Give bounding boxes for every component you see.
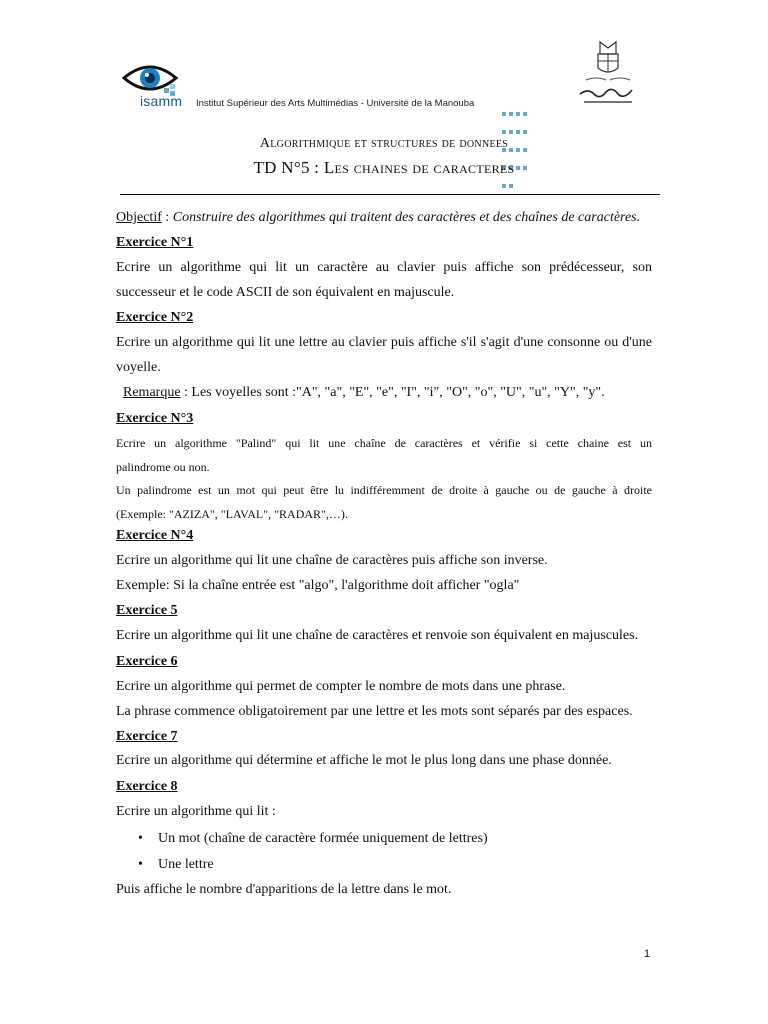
bullet-icon: • (138, 831, 143, 846)
page-number: 1 (644, 948, 651, 960)
exercise-6-title: Exercice 6 (116, 654, 178, 669)
objectif-text: Construire des algorithmes qui traitent des caractères et des chaînes de caractères. (172, 210, 641, 225)
exercise-1-title: Exercice N°1 (116, 235, 194, 250)
exercise-7-title: Exercice 7 (116, 729, 178, 744)
remarque-label: Remarque (123, 385, 181, 400)
exercise-2-title: Exercice N°2 (116, 310, 194, 325)
exercise-3-title: Exercice N°3 (116, 411, 194, 426)
title-divider (120, 194, 660, 195)
exercise-4-line-2: Exemple: Si la chaîne entrée est "algo", l'algorithme doit afficher "ogla" (116, 578, 520, 593)
exercise-6-line-1: Ecrire un algorithme qui permet de compter le nombre de mots dans une phrase. (116, 679, 566, 694)
remarque-text: : Les voyelles sont :"A", "a", "E", "e", "I", "i", "O", "o", "U", "u", "Y", "y". (180, 385, 605, 400)
exercise-1-line-2: successeur et le code ASCII de son équivalent en majuscule. (116, 285, 455, 300)
exercise-1-line-1: Ecrire un algorithme qui lit un caractère au clavier puis affiche son prédécesseur, son (116, 260, 652, 275)
bullet-icon: • (138, 857, 143, 872)
document-title: Algorithmique et structures de donnees (259, 136, 509, 151)
exercise-6-line-2: La phrase commence obligatoirement par une lettre et les mots sont séparés par des espaces. (116, 704, 633, 719)
exercise-3-line-1: Ecrire un algorithme "Palind" qui lit une chaîne de caractères et vérifie si cette chaine est un (116, 436, 652, 450)
exercise-2-line-1: Ecrire un algorithme qui lit une lettre au clavier puis affiche s'il s'agit d'une consonne ou d'une (116, 335, 652, 350)
ministry-emblem-icon (572, 38, 644, 110)
objectif-label: Objectif (116, 210, 162, 225)
exercise-4-title: Exercice N°4 (116, 528, 194, 543)
institute-name: Institut Supérieur des Arts Multimédias - Université de la Manouba (196, 98, 475, 109)
exercise-3-line-3: Un palindrome est un mot qui peut être lu indifféremment de droite à gauche ou de gauche à droite (116, 483, 652, 497)
exercise-8-bullet-1: Un mot (chaîne de caractère formée uniquement de lettres) (158, 831, 488, 846)
eye-logo-icon (120, 58, 180, 98)
exercise-5-title: Exercice 5 (116, 603, 178, 618)
exercise-3-line-4: (Exemple: "AZIZA", "LAVAL", "RADAR",…). (116, 507, 348, 521)
isamm-logo (112, 52, 532, 112)
exercise-8-line-1: Ecrire un algorithme qui lit : (116, 804, 276, 819)
exercise-3-line-2: palindrome ou non. (116, 460, 210, 474)
document-subtitle: TD N°5 : Les chaines de caracteres (253, 158, 515, 177)
objectif-sep: : (161, 210, 173, 225)
exercise-8-title: Exercice 8 (116, 779, 178, 794)
exercise-8-bullet-2: Une lettre (158, 857, 214, 872)
exercise-5-line-1: Ecrire un algorithme qui lit une chaîne de caractères et renvoie son équivalent en majuscules. (116, 628, 639, 643)
objectif-line (116, 209, 652, 227)
remarque-line (123, 384, 659, 402)
exercise-2-line-2: voyelle. (116, 360, 161, 375)
logo-wordmark: isamm (140, 93, 183, 109)
exercise-8-line-2: Puis affiche le nombre d'apparitions de la lettre dans le mot. (116, 882, 452, 897)
exercise-4-line-1: Ecrire un algorithme qui lit une chaîne de caractères puis affiche son inverse. (116, 553, 548, 568)
exercise-7-line-1: Ecrire un algorithme qui détermine et affiche le mot le plus long dans une phase donnée. (116, 753, 612, 768)
